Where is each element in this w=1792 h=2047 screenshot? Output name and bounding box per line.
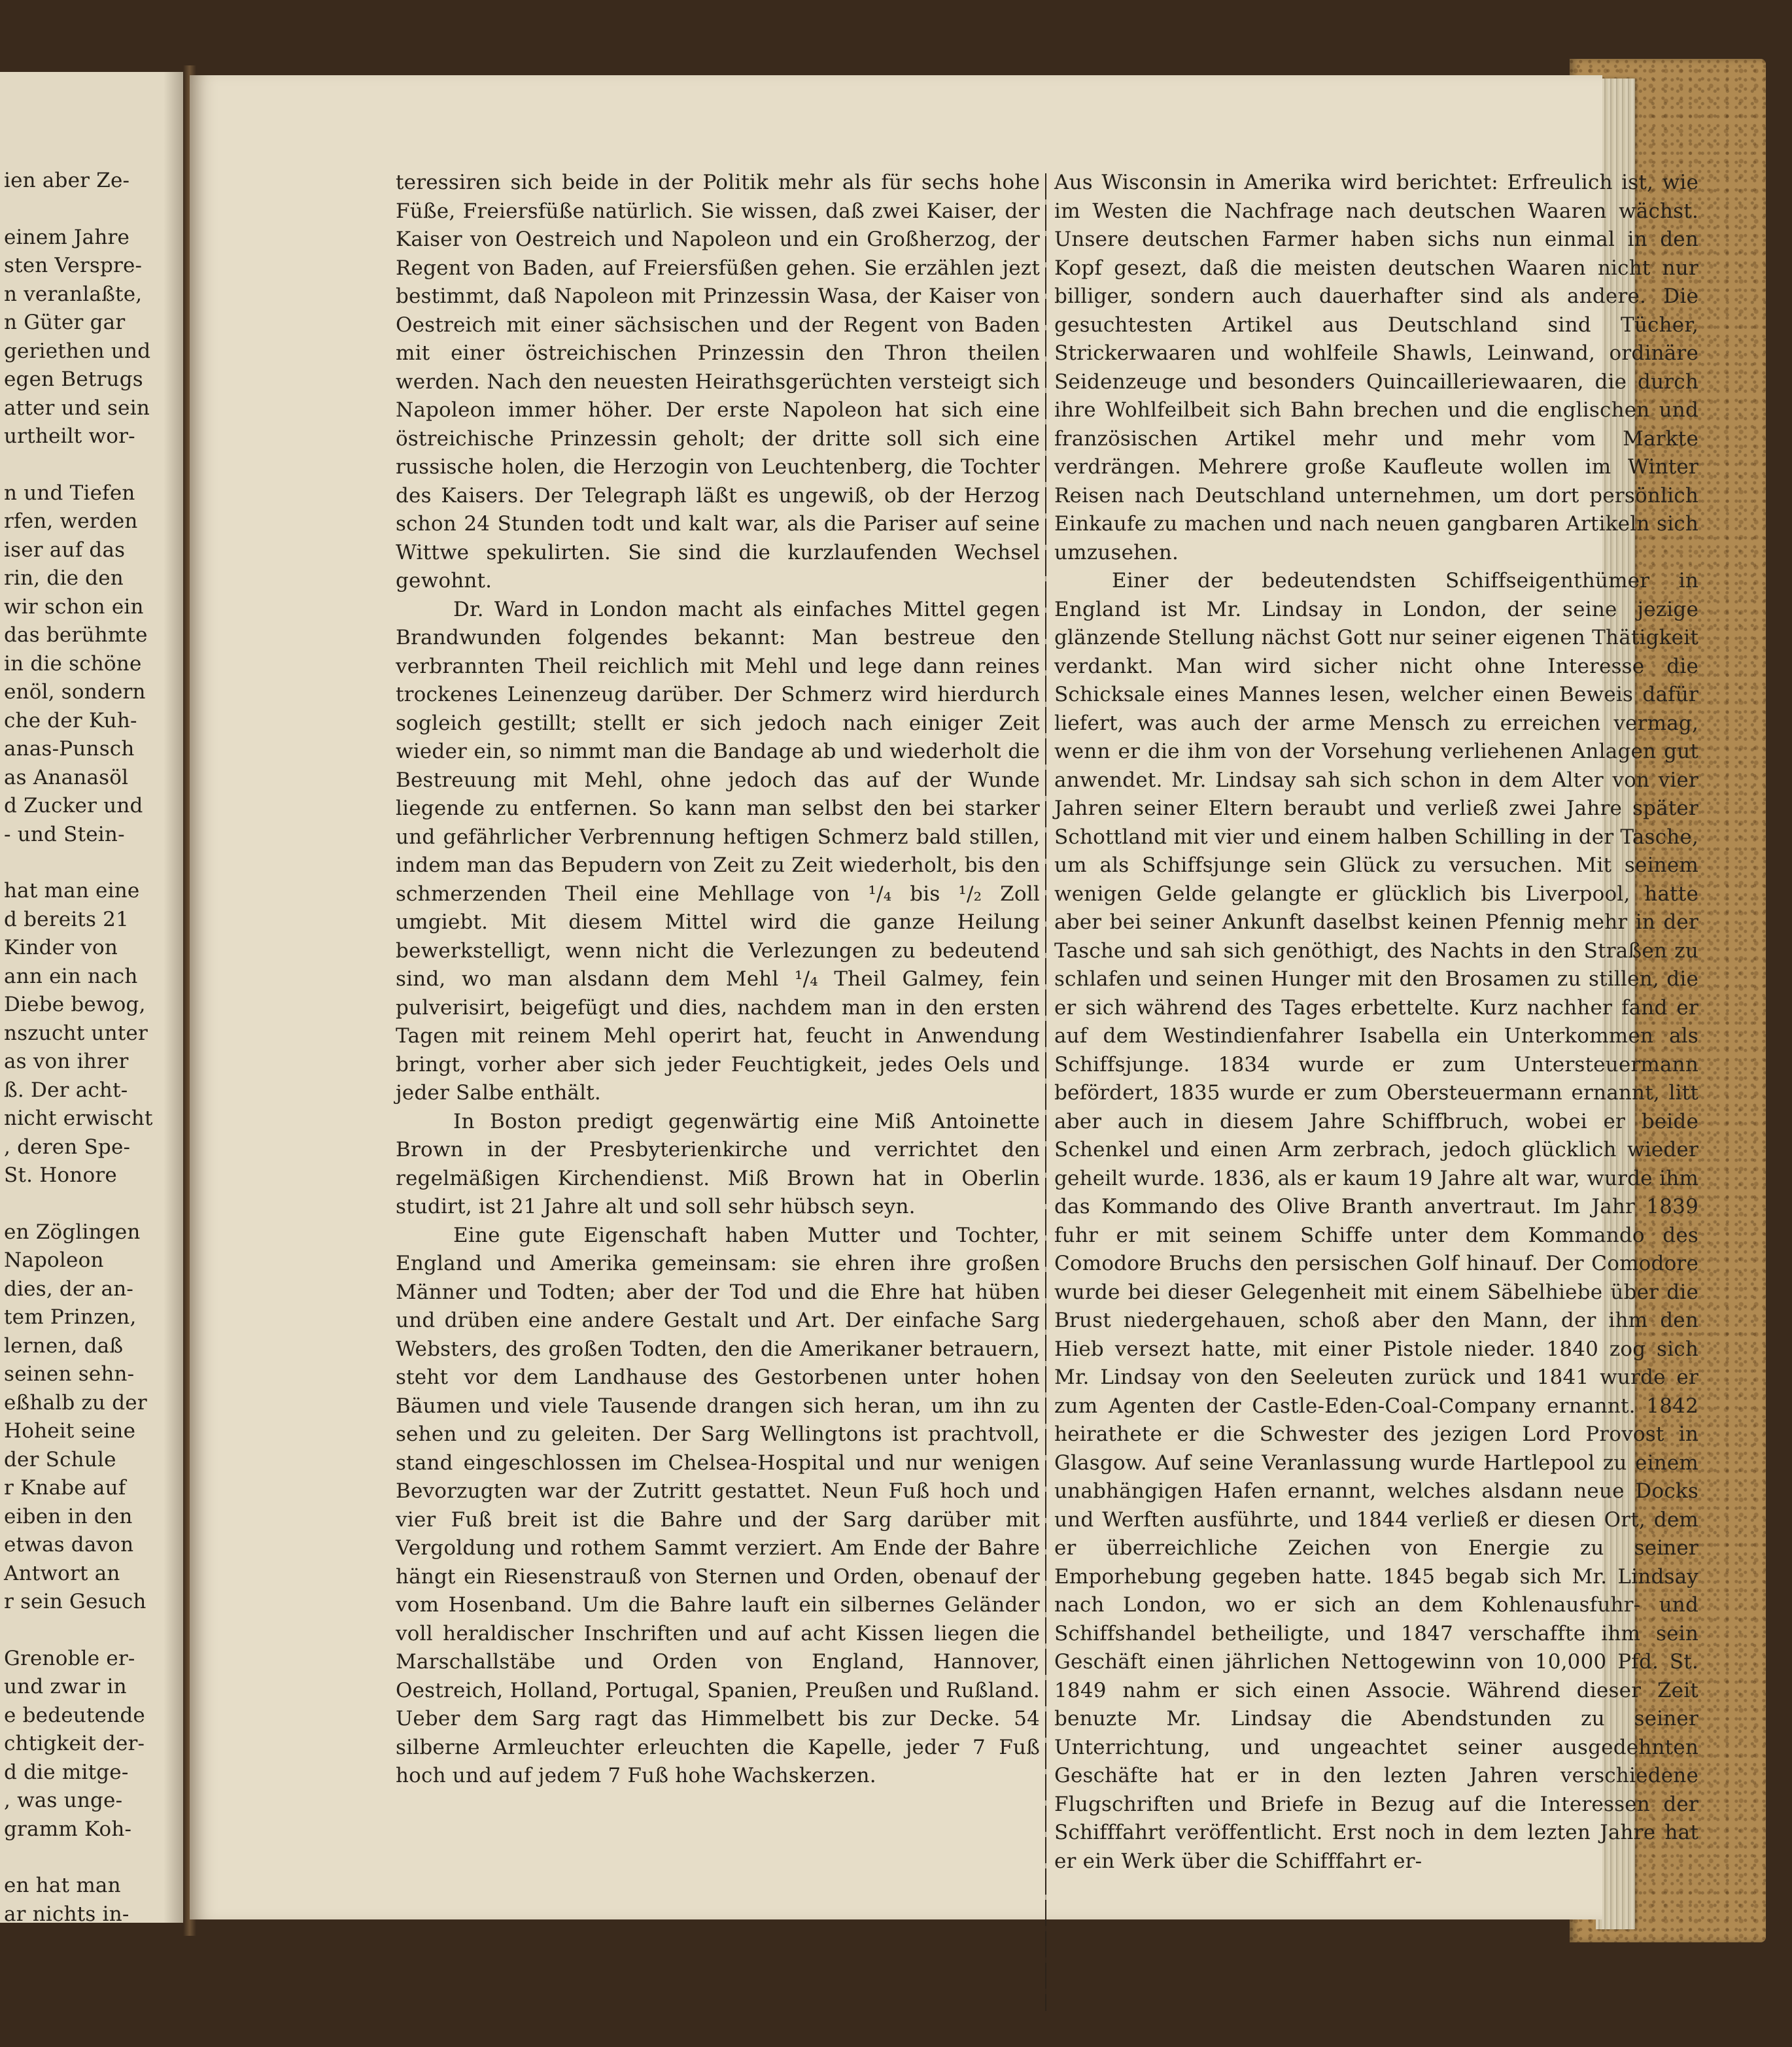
left-fragment-line: Napoleon [4,1248,104,1272]
left-fragment-line: urtheilt wor- [4,424,135,448]
column-divider-rule [1045,173,1046,2011]
left-fragment-line: Diebe bewog, [4,993,146,1016]
left-fragment-line: St. Honore [4,1163,117,1187]
paragraph-boston-preacher: In Boston predigt gegenwärtig eine Miß Antoinette Brown in der Presbyterienkirche und verrichtet den regelmäßigen Kirchendienst. Miß Brown hat in Oberlin studirt, ist 21 Jahre alt und soll sehr hübsch seyn. [396,1109,1040,1218]
left-fragment-line: wir schon ein [4,594,144,619]
left-fragment-line: Kinder von [4,936,118,959]
left-fragment-line: eiben in den [4,1504,133,1528]
line-gap [4,196,181,224]
left-fragment-line: d Zucker und [4,794,143,817]
left-fragment-line: einem Jahre [4,225,130,249]
left-fragment-line: geriethen und [4,339,151,363]
paragraph-burn-remedy: Dr. Ward in London macht als einfaches Mittel gegen Brandwunden folgendes bekannt: Man bestreue den verbrannten Theil reichlich mit Mehl und lege dann reines trockenes Leinenzeug darüber. Der Schmerz wird hierdurch sogleich gestillt; stellt er sich jedoch nach einiger Zeit wieder ein, so nimmt man die Bandage ab und wiederholt die Bestreuung mit Mehl, ohne jedoch das auf der Wunde liegende zu entfernen. So kann man selbst den bei starker und gefährlicher Verbrennung heftigen Schmerz bald stillen, indem man das Bepudern von Zeit zu Zeit wiederholt, bis den schmerzenden Theil eine Mehllage von ¹/₄ bis ¹/₂ Zoll umgiebt. Mit diesem Mittel wird die ganze Heilung bewerkstelligt, wenn nicht die Verlezungen zu bedeutend sind, wo man alsdann dem Mehl ¹/₄ Theil Galmey, fein pulverisirt, beigefügt und dies, nachdem man in den ersten Tagen mit reinem Mehl operirt hat, feucht in Anwendung bringt, vorher aber sich jeder Feuchtigkeit, jedes Oels und jeder Salbe enthält. [396,597,1040,1105]
paragraph-napoleon-marriage: teressiren sich beide in der Politik mehr als für sechs hohe Füße, Freiersfüße natürlich. Sie wissen, daß zwei Kaiser, der Kaiser von Oestreich und Napoleon und ein Großherzog, der Regent von Baden, auf Freiersfüßen gehen. Sie erzählen jezt bestimmt, daß Napoleon mit Prinzessin Wasa, der Kaiser von Oestreich mit einer sächsischen und der Regent von Baden mit einer östreichischen Prinzessin den Thron theilen werden. Nach den neuesten Heirathsgerüchten versteigt sich Napoleon immer höher. Der erste Napoleon hat sich eine östreichische Prinzessin geholt; der dritte soll sich eine russische holen, die Herzogin von Leuchtenberg, die Tochter des Kaisers. Der Telegraph läßt es ungewiß, ob der Herzog schon 24 Stunden todt und kalt war, als die Pariser auf seine Wittwe spekulirten. Sie sind die kurzlaufenden Wechsel gewohnt. [396,171,1040,593]
left-page [0,72,190,1923]
left-fragment-line: en Zöglingen [4,1220,141,1244]
left-fragment-line: hat man eine [4,879,140,903]
left-fragment-line: d die mitge- [4,1760,129,1784]
line-gap [4,849,181,877]
column-right [1054,169,1698,1876]
left-fragment-line: ß. Der acht- [4,1078,128,1102]
left-fragment-line: n veranlaßte, [4,282,143,306]
left-fragment-line: ar nichts in- [4,1902,129,1923]
left-fragment-line: und zwar in [4,1675,127,1698]
left-fragment-line: Grenoble er- [4,1646,135,1670]
left-fragment-line: as von ihrer [4,1050,129,1073]
paragraph-lindsay-biography: Einer der bedeutendsten Schiffseigenthümer in England ist Mr. Lindsay in London, der seine jezige glänzende Stellung nächst Gott nur seiner eigenen Thätigkeit verdankt. Man wird sicher nicht ohne Interesse die Schicksale eines Mannes lesen, welcher einen Beweis dafür liefert, was auch der arme Mensch zu erreichen vermag, wenn er die ihm von der Vorsehung verliehenen Anlagen gut anwendet. Mr. Lindsay sah sich schon in dem Alter von vier Jahren seiner Eltern beraubt und verließ zwei Jahre später Schottland mit vier und einem halben Schilling in der Tasche, um als Schiffsjunge sein Glück zu versuchen. Mit seinem wenigen Gelde gelangte er glücklich bis Liverpool, hatte aber bei seiner Ankunft daselbst keinen Pfennig mehr in der Tasche und sah sich genöthigt, des Nachts in den Straßen zu schlafen und seinen Hunger mit den Brosamen zu stillen, die er sich während des Tages erbettelte. Kurz nachher fand er auf dem Westindienfahrer Isabella ein Unterkommen als Schiffsjunge. 1834 wurde er zum Untersteuermann befördert, 1835 wurde er zum Obersteuermann ernannt, litt aber auch in diesem Jahre Schiffbruch, wobei er beide Schenkel und einen Arm zerbrach, jedoch glücklich wieder geheilt wurde. 1836, als er kaum 19 Jahre alt war, wurde ihm das Kommando des Olive Branth anvertraut. Im Jahr 1839 fuhr er mit seinem Schiffe unter dem Kommando des Comodore Bruchs den persischen Golf hinauf. Der Comodore wurde bei dieser Gelegenheit mit einem Säbelhiebe über die Brust niedergehauen, schoß aber den Mann, der ihm den Hieb versezt hatte, mit einer Pistole nieder. 1840 zog sich Mr. Lindsay von den Seeleuten zurück und 1841 wurde er zum Agenten der Castle-Eden-Coal-Company ernannt. 1842 heirathete er die Schwester des jezigen Lord Provost in Glasgow. Auf seine Veranlassung wurde Hartlepool zu einem unabhängigen Hafen ernannt, welches alsdann neue Docks und Werften ausführte, und 1844 verließ er diesen Ort, dem er überreichliche Zeichen von Energie zu seiner Emporhebung gegeben hatte. 1845 begab sich Mr. Lindsay nach London, wo er sich an dem Kohlenausfuhr- und Schiffshandel betheiligte, und 1847 verschaffte ihm sein Geschäft einen jährlichen Nettogewinn von 10,000 Pfd. St. 1849 nahm er sich einen Associe. Während dieser Zeit benuzte Mr. Lindsay die Abendstunden zu seiner Unterrichtung, und ungeachtet seiner ausgedehnten Geschäfte hat er in den lezten Jahren verschiedene Flugschriften und Briefe in Bezug auf die Interessen der Schifffahrt veröffentlicht. Erst noch in dem lezten Jahre hat er ein Werk über die Schifffahrt er- [1054,569,1698,1873]
left-fragment-line: atter und sein [4,396,150,420]
left-fragment-line: chtigkeit der- [4,1732,145,1755]
column-left [396,169,1040,1791]
left-fragment-line: rfen, werden [4,509,138,533]
left-fragment-line: etwas davon [4,1533,134,1557]
left-fragment-line: das berühmte [4,623,148,647]
left-fragment-line: egen Betrugs [4,368,143,391]
line-gap [4,1190,181,1218]
left-fragment-line: n und Tiefen [4,481,135,505]
right-page [190,75,1698,1919]
left-fragment-line: eßhalb zu der [4,1390,147,1415]
left-fragment-line: as Ananasöl [4,765,129,789]
left-fragment-line: Antwort an [4,1561,120,1585]
left-fragment-line: enöl, sondern [4,680,146,704]
left-fragment-line: , deren Spe- [4,1135,131,1159]
left-fragment-line: gramm Koh- [4,1817,132,1841]
left-fragment-line: iser auf das [4,538,126,562]
left-fragment-line: Hoheit seine [4,1419,136,1443]
left-fragment-line: en hat man [4,1874,121,1897]
left-fragment-line: e bedeutende [4,1703,145,1727]
paragraph-wellington-coffin: Eine gute Eigenschaft haben Mutter und Tochter, England und Amerika gemeinsam: sie ehren ihre großen Männer und Todten; aber der Tod und die Ehre hat hüben und drüben eine andere Gestalt und Art. Der einfache Sarg Websters, des großen Todten, den die Amerikaner betrauern, steht vor dem Landhause des Gestorbenen unter hohen Bäumen und viele Tausende drangen sich heran, um ihn zu sehen und zu geleiten. Der Sarg Wellingtons ist prachtvoll, stand eingeschlossen im Chelsea-Hospital und nur wenigen Bevorzugten war der Zutritt gestattet. Neun Fuß hoch und vier Fuß breit ist die Bahre und der Sarg darüber mit Vergoldung und rothem Sammt verziert. Am Ende der Bahre hängt ein Riesenstrauß von Sternen und Orden, obenauf der vom Hosenband. Um die Bahre lauft ein silbernes Geländer voll heraldischer Inschriften und auf acht Kissen liegen die Marschallstäbe und Orden von England, Hannover, Oestreich, Holland, Portugal, Spanien, Preußen und Rußland. Ueber dem Sarg ragt das Himmelbett bis zur Decke. 54 silberne Armleuchter erleuchten die Kapelle, jeder 7 Fuß hoch und auf jedem 7 Fuß hohe Wachskerzen. [396,1223,1040,1787]
left-fragment-line: - und Stein- [4,822,125,846]
left-fragment-line: che der Kuh- [4,708,137,732]
left-fragment-line: in die schöne [4,651,142,676]
left-fragment-line: dies, der an- [4,1277,134,1301]
left-fragment-line: n Güter gar [4,311,126,334]
left-fragment-line: seinen sehn- [4,1362,135,1386]
left-fragment-line: rin, die den [4,566,124,590]
left-fragment-line: d bereits 21 [4,907,129,931]
left-page-text-fragment [4,167,181,1923]
line-gap [4,1617,181,1645]
left-fragment-line: sten Verspre- [4,254,143,277]
left-fragment-line: ien aber Ze- [4,169,130,192]
left-fragment-line: tem Prinzen, [4,1305,137,1329]
left-fragment-line: der Schule [4,1447,116,1471]
line-gap [4,451,181,479]
paragraph-wisconsin-trade: Aus Wisconsin in Amerika wird berichtet: Erfreulich ist, wie im Westen die Nachfrage nach deutschen Waaren wächst. Unsere deutschen Farmer haben sichs nun einmal in den Kopf gesezt, daß die meisten deutschen Waaren nicht nur billiger, sondern auch dauerhafter sind als andere. Die gesuchtesten Artikel aus Deutschland sind Tücher, Strickerwaaren und wohlfeile Shawls, Leinwand, ordinäre Seidenzeuge und besonders Quincailleriewaaren, die durch ihre Wohlfeilbeit sich Bahn brechen und die englischen und französischen Artikel mehr und mehr vom Markte verdrängen. Mehrere große Kaufleute wollen im Winter Reisen nach Deutschland unternehmen, um dort persönlich Einkaufe zu machen und nach neuen gangbaren Artikeln sich umzusehen. [1054,171,1698,564]
left-fragment-line: r Knabe auf [4,1476,126,1500]
left-fragment-line: r sein Gesuch [4,1590,146,1613]
line-gap [4,1844,181,1872]
left-fragment-line: lernen, daß [4,1333,124,1358]
left-fragment-line: nszucht unter [4,1021,148,1045]
left-fragment-line: ann ein nach [4,964,138,988]
left-fragment-line: nicht erwischt [4,1107,153,1130]
left-fragment-line: anas-Punsch [4,737,135,761]
left-fragment-line: , was unge- [4,1789,123,1812]
